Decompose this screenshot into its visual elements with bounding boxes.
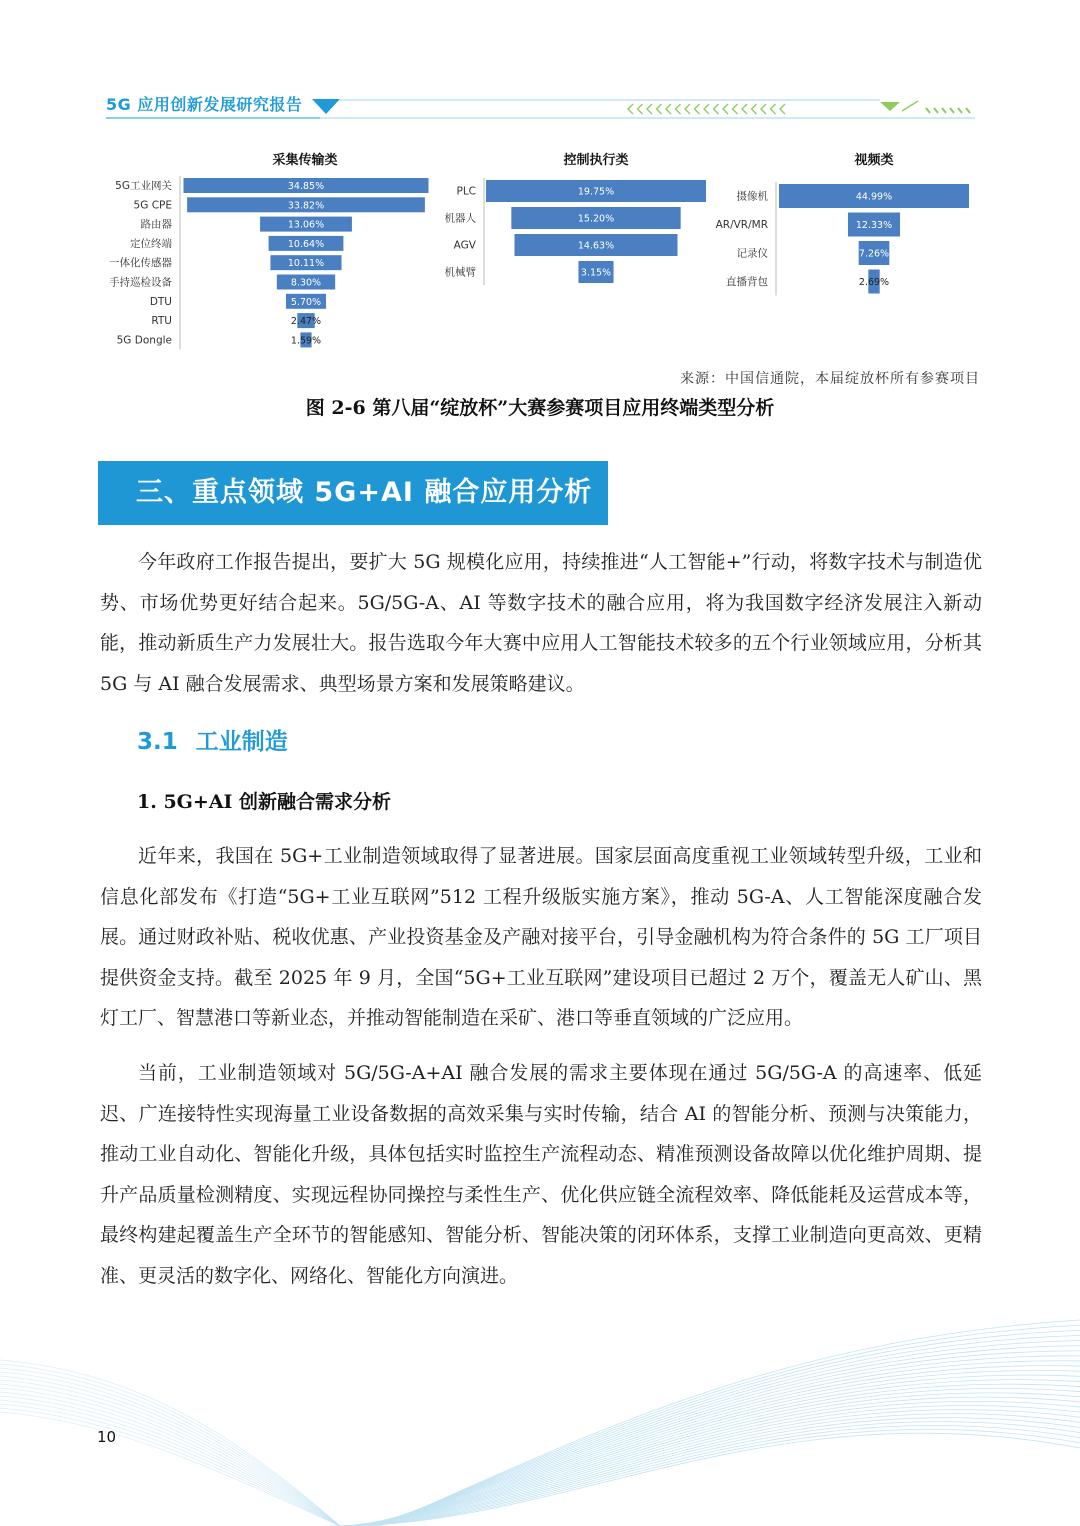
body-paragraph-1: 近年来，我国在 5G+工业制造领域取得了显著进展。国家层面高度重视工业领域转型升级，工业和信息化部发布《打造“5G+工业互联网”512 工程升级版实施方案》，推动 5G-A、人工智能深度融合发展。通过财政补贴、税收优惠、产业投资基金及产融对接平台，引导金融机构为符合条件的 5G 工厂项目提供资金支持。截至 2025 年 9 月，全国“5G+工业互联网”建设项目已超过 2 万个，覆盖无人矿山、黑灯工厂、智慧港口等新业态，并推动智能制造在采矿、港口等垂直领域的广泛应用。 bbox=[100, 845, 982, 1029]
bar-value-label: 1.59% bbox=[290, 335, 322, 347]
bar-value-label: 14.63% bbox=[577, 240, 615, 252]
chart-title: 视频类 bbox=[854, 153, 894, 168]
bar-value-label: 10.11% bbox=[287, 258, 325, 270]
category-label: DTU bbox=[149, 295, 172, 308]
terminal-type-charts bbox=[0, 140, 1080, 370]
bar-value-label: 7.26% bbox=[858, 248, 890, 260]
subsection-number: 3.1 bbox=[137, 729, 178, 755]
category-label: 5G CPE bbox=[133, 199, 172, 212]
category-label: 摄像机 bbox=[736, 190, 768, 203]
category-label: AR/VR/MR bbox=[715, 219, 768, 231]
bottom-wave-decoration bbox=[0, 1300, 1080, 1526]
figure-source: 来源：中国信通院，本届绽放杯所有参赛项目 bbox=[680, 371, 980, 387]
bar-value-label: 13.06% bbox=[287, 219, 325, 231]
bar-value-label: 19.75% bbox=[577, 186, 615, 198]
section-intro-paragraph: 今年政府工作报告提出，要扩大 5G 规模化应用，持续推进“人工智能+”行动，将数字技术与制造优势、市场优势更好结合起来。5G/5G-A、AI 等数字技术的融合应用，将为我国数字经济发展注入新动能，推动新质生产力发展壮大。报告选取今年大赛中应用人工智能技术较多的五个行业领域应用，分析其 5G 与 AI 融合发展需求、典型场景方案和发展策略建议。 bbox=[100, 551, 982, 695]
bar-value-label: 10.64% bbox=[287, 238, 325, 250]
chart-title: 采集传输类 bbox=[272, 153, 338, 168]
page-number: 10 bbox=[97, 1428, 117, 1446]
category-label: 一体化传感器 bbox=[109, 257, 172, 270]
subsection-title: 工业制造 bbox=[195, 729, 288, 755]
page-header bbox=[0, 0, 1080, 140]
category-label: 直播背包 bbox=[726, 276, 768, 288]
section-title-banner: 三、重点领域 5G+AI 融合应用分析 bbox=[98, 461, 608, 525]
category-label: 手持巡检设备 bbox=[109, 276, 172, 289]
bar-value-label: 15.20% bbox=[577, 213, 615, 225]
figure-caption: 图 2-6 第八届“绽放杯”大赛参赛项目应用终端类型分析 bbox=[305, 397, 775, 419]
body-paragraph-2: 当前，工业制造领域对 5G/5G-A+AI 融合发展的需求主要体现在通过 5G/5G-A 的高速率、低延迟、广连接特性实现海量工业设备数据的高效采集与实时传输，结合 AI 的智能分析、预测与决策能力，推动工业自动化、智能化升级，具体包括实时监控生产流程动态、精准预测设备故障以优化维护周期、提升产品质量检测精度、实现远程协同操控与柔性生产、优化供应链全流程效率、降低能耗及运营成本等，最终构建起覆盖生产全环节的智能感知、智能分析、智能决策的闭环体系，支撑工业制造向更高效、更精准、更灵活的数字化、网络化、智能化方向演进。 bbox=[100, 1062, 982, 1287]
category-label: 机械臂 bbox=[444, 266, 476, 279]
category-label: 5G Dongle bbox=[116, 334, 172, 347]
category-label: 机器人 bbox=[444, 212, 476, 225]
category-label: 路由器 bbox=[140, 218, 172, 231]
header-decoration bbox=[0, 0, 1080, 140]
bar-value-label: 44.99% bbox=[855, 191, 893, 203]
category-label: RTU bbox=[151, 315, 172, 328]
bar-value-label: 33.82% bbox=[287, 200, 325, 212]
header-title: 5G 应用创新发展研究报告 bbox=[106, 95, 303, 114]
chart-title: 控制执行类 bbox=[563, 153, 629, 168]
figure-charts bbox=[0, 140, 1080, 370]
bar-value-label: 12.33% bbox=[855, 220, 893, 231]
category-label: 5G工业网关 bbox=[115, 180, 172, 192]
subsection-heading bbox=[137, 723, 288, 756]
bar-value-label: 2.69% bbox=[858, 277, 890, 288]
category-label: AGV bbox=[453, 239, 476, 252]
item-heading: 1. 5G+AI 创新融合需求分析 bbox=[137, 791, 392, 813]
category-label: 记录仪 bbox=[736, 247, 768, 260]
bar-value-label: 8.30% bbox=[290, 277, 322, 289]
category-label: 定位终端 bbox=[130, 237, 172, 250]
bar-value-label: 5.70% bbox=[290, 296, 322, 308]
category-label: PLC bbox=[456, 185, 476, 198]
bar-value-label: 2.47% bbox=[290, 316, 322, 328]
bar-value-label: 3.15% bbox=[580, 267, 612, 279]
bar-value-label: 34.85% bbox=[287, 181, 325, 192]
